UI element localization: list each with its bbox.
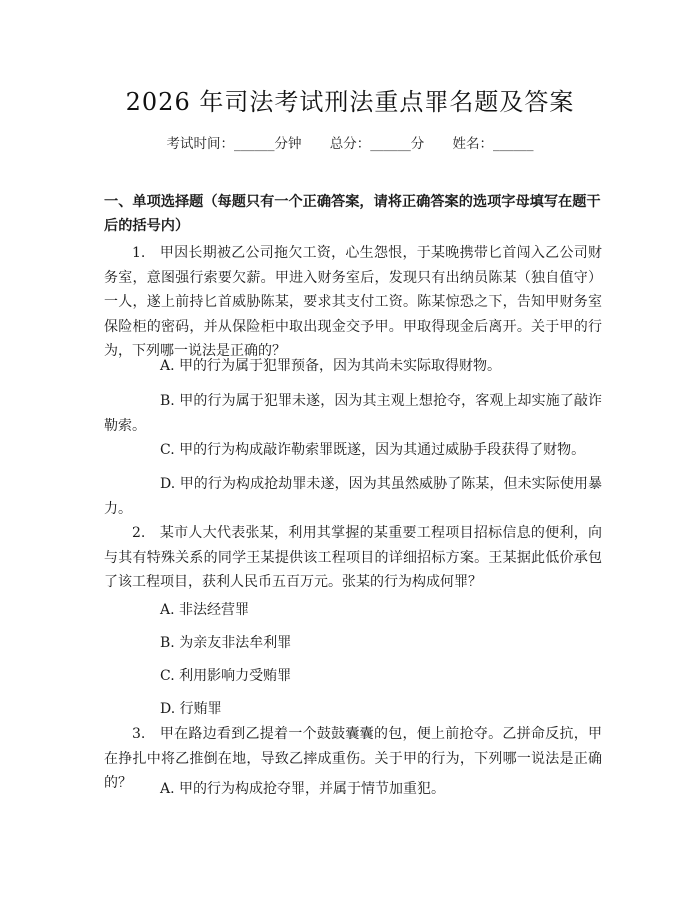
- question-1-option-c: C. 甲的行为构成敲诈勒索罪既遂，因为其通过威胁手段获得了财物。: [160, 442, 586, 458]
- question-2-option-a: A. 非法经营罪: [160, 602, 250, 618]
- question-3-stem: 3. 甲在路边看到乙提着一个鼓鼓囊囊的包，便上前抢夺。乙拼命反抗，甲在挣扎中将乙推倒在地，导致乙摔成重伤。关于甲的行为，下列哪一说法是正确的？: [104, 726, 602, 791]
- question-3-option-a: A. 甲的行为构成抢夺罪，并属于情节加重犯。: [160, 781, 446, 797]
- question-2-option-c: C. 利用影响力受贿罪: [160, 668, 292, 684]
- question-2-option-b: B. 为亲友非法牟利罪: [160, 635, 292, 651]
- section-heading: 一、单项选择题（每题只有一个正确答案，请将正确答案的选项字母填写在题干后的括号内）: [104, 194, 601, 234]
- question-1-option-a: A. 甲的行为属于犯罪预备，因为其尚未实际取得财物。: [160, 358, 502, 374]
- question-2-option-d: D. 行贿罪: [160, 701, 222, 717]
- name-field: 姓名：______: [452, 136, 534, 152]
- exam-time-field: 考试时间：______分钟: [166, 136, 302, 152]
- question-1-stem: 1. 甲因长期被乙公司拖欠工资，心生怨恨，于某晚携带匕首闯入乙公司财务室，意图强行索要欠薪。甲进入财务室后，发现只有出纳员陈某（独自值守）一人，遂上前持匕首威胁陈某，要求其支付工资。陈某惊恐之下，告知甲财务室保险柜的密码，并从保险柜中取出现金交予甲。甲取得现金后离开。关于甲的行为，下列哪一说法是正确的？: [104, 245, 602, 359]
- page-title: 2026 年司法考试刑法重点罪名题及答案: [125, 88, 575, 116]
- question-2-stem: 2. 某市人大代表张某，利用其掌握的某重要工程项目招标信息的便利，向与其有特殊关系的同学王某提供该工程项目的详细招标方案。王某据此低价承包了该工程项目，获利人民币五百万元。张某的行为构成何罪？: [104, 525, 602, 590]
- question-1-option-b: B. 甲的行为属于犯罪未遂，因为其主观上想抢夺，客观上却实施了敲诈勒索。: [104, 393, 602, 434]
- total-score-field: 总分：______分: [329, 136, 425, 152]
- question-1-option-d: D. 甲的行为构成抢劫罪未遂，因为其虽然威胁了陈某，但未实际使用暴力。: [104, 476, 602, 517]
- exam-meta: [0, 132, 700, 152]
